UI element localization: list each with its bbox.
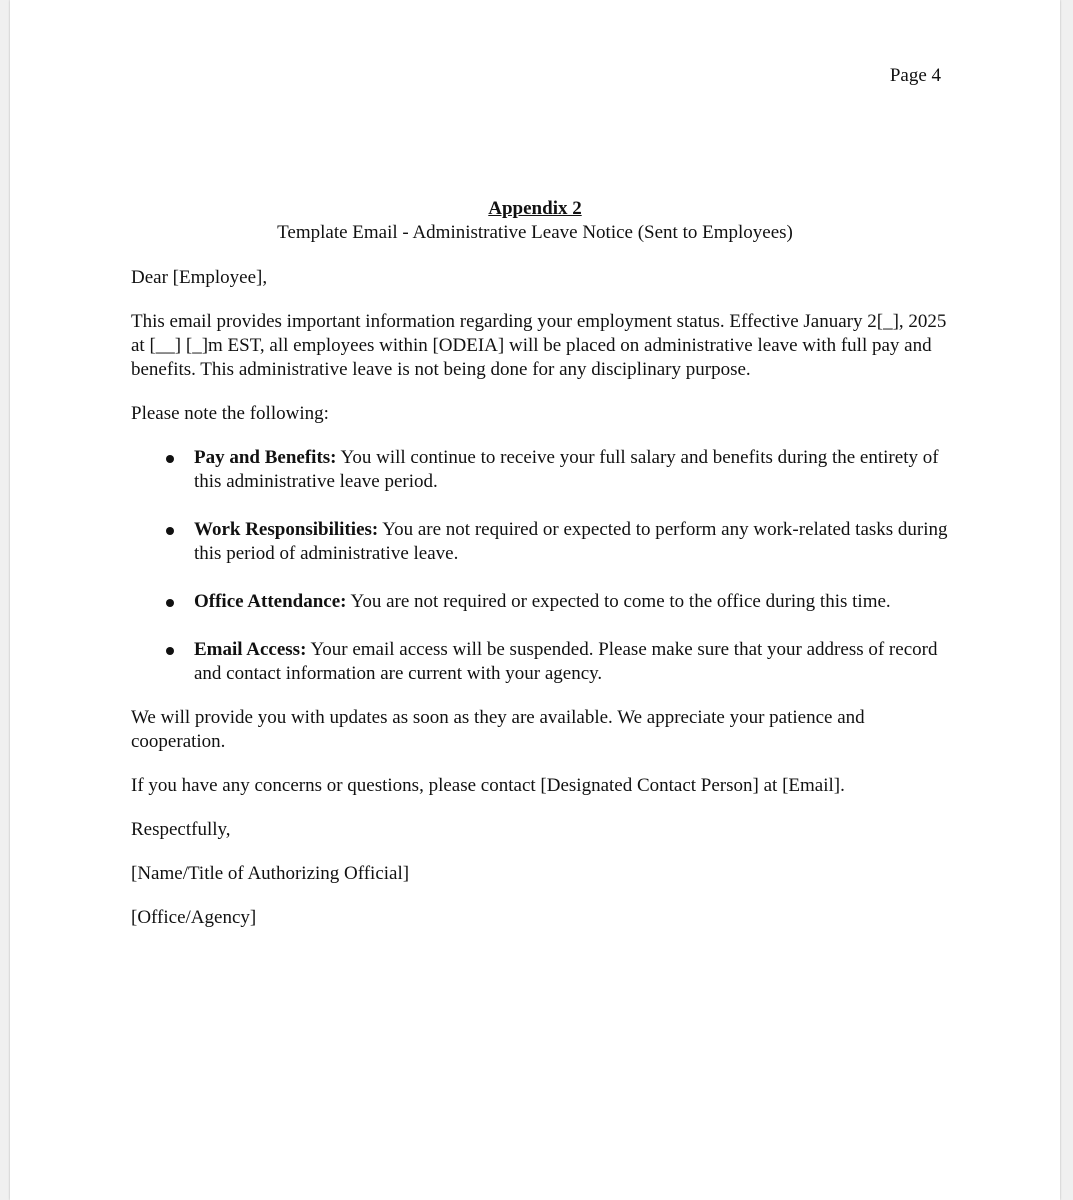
closing: Respectfully,	[131, 819, 231, 840]
greeting: Dear [Employee],	[131, 267, 268, 288]
notice-list	[131, 446, 951, 686]
letter-body	[131, 266, 951, 950]
item-text: You are not required or expected to perform any work-related tasks during this period of administrative leave.	[194, 519, 948, 564]
item-term: Work Responsibilities:	[194, 519, 379, 540]
bullet-icon	[166, 527, 174, 535]
page-number: Page 4	[889, 65, 941, 86]
document-subtitle: Template Email - Administrative Leave Notice (Sent to Employees)	[277, 222, 793, 243]
item-text: Your email access will be suspended. Please make sure that your address of record and contact information are current with your agency.	[194, 639, 938, 684]
item-text: You will continue to receive your full salary and benefits during the entirety of this administrative leave period.	[194, 447, 939, 492]
bullet-icon	[166, 455, 174, 463]
appendix-title: Appendix 2	[488, 198, 582, 219]
item-term: Office Attendance:	[194, 591, 347, 612]
signatory: [Name/Title of Authorizing Official]	[131, 863, 410, 884]
office-agency: [Office/Agency]	[131, 907, 257, 928]
list-item-email-access	[131, 638, 951, 686]
updates-paragraph: We will provide you with updates as soon as they are available. We appreciate your patience and cooperation.	[131, 707, 865, 752]
bullet-icon	[166, 599, 174, 607]
item-term: Pay and Benefits:	[194, 447, 337, 468]
bullet-icon	[166, 647, 174, 655]
list-item-work-responsibilities	[131, 518, 951, 566]
item-term: Email Access:	[194, 639, 307, 660]
list-item-office-attendance	[131, 590, 951, 614]
note-lead: Please note the following:	[131, 403, 329, 424]
contact-paragraph: If you have any concerns or questions, please contact [Designated Contact Person] at [Email].	[131, 775, 845, 796]
intro-paragraph: This email provides important information regarding your employment status. Effective January 2[_], 2025 at [__] [_]m EST, all employees within [ODEIA] will be placed on administrative leave with full pay and benefits. This administrative leave is not being done for any disciplinary purpose.	[131, 311, 947, 380]
document-page	[10, 0, 1060, 1200]
item-text: You are not required or expected to come to the office during this time.	[346, 591, 891, 612]
list-item-pay-benefits	[131, 446, 951, 494]
